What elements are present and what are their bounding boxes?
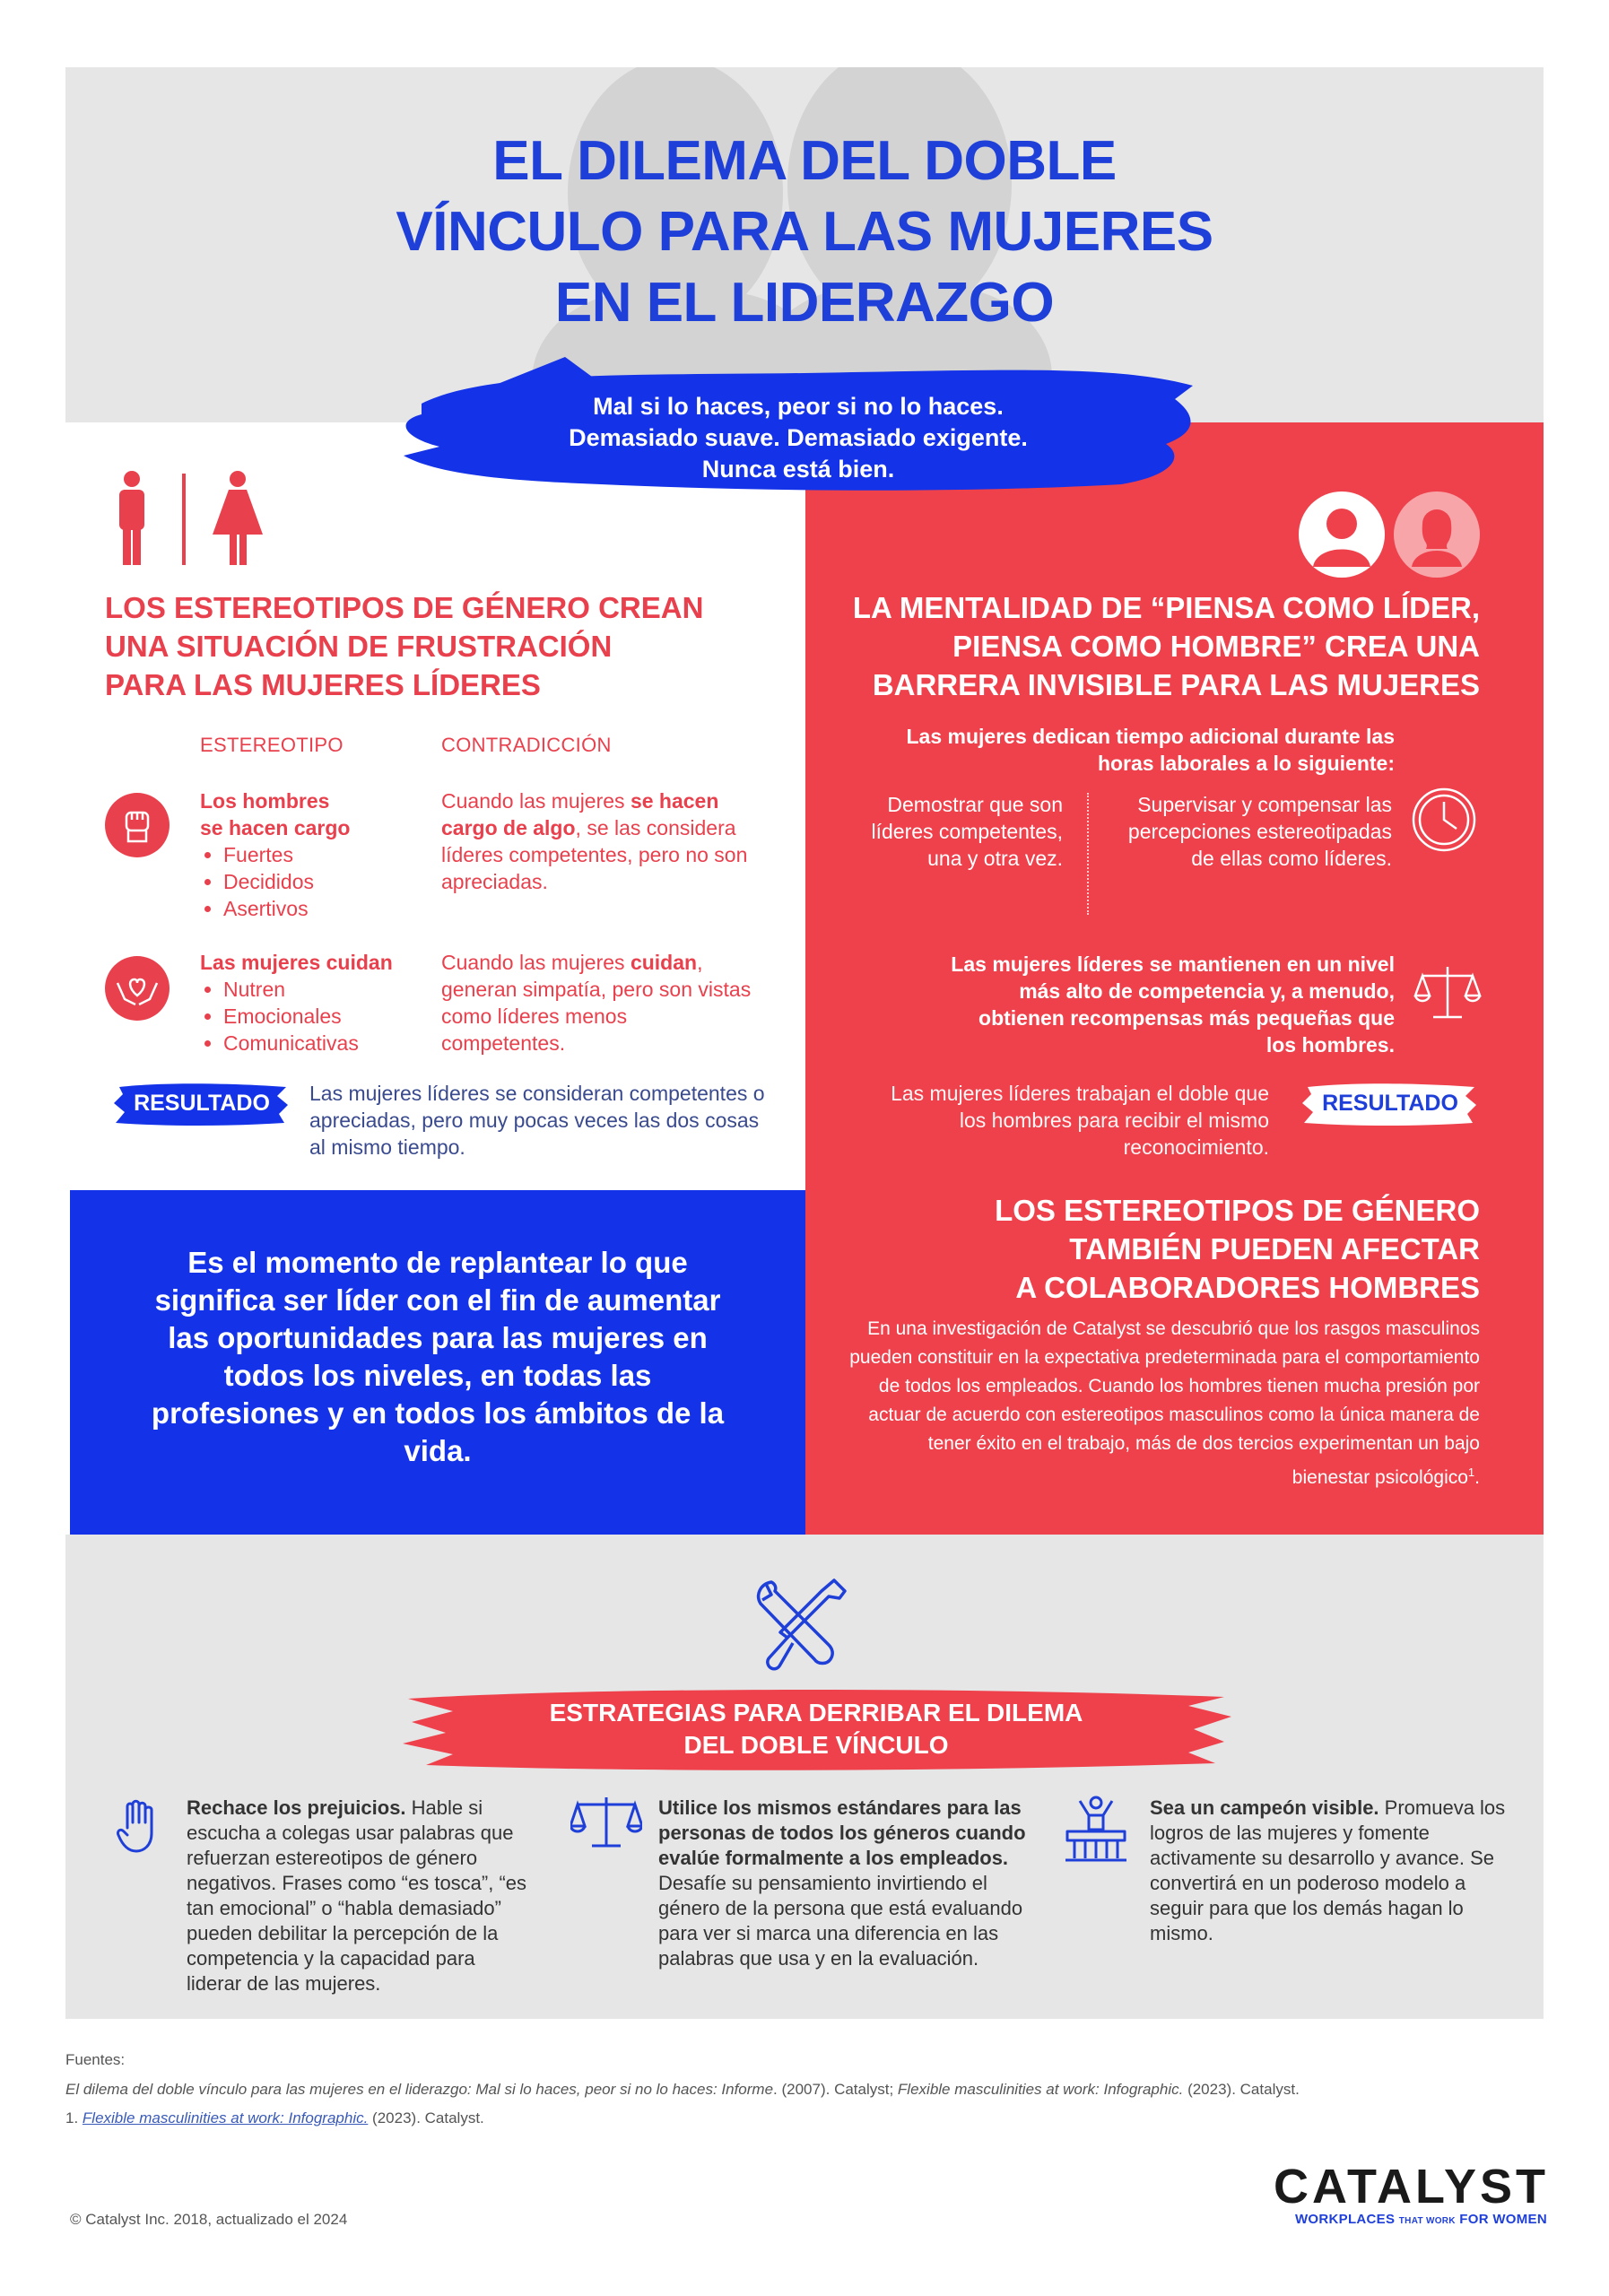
men-research-text: En una investigación de Catalyst se descubrió que los rasgos masculinos pueden constituir en la expectativa predeterminada para el comportamiento de todos los empleados. Cuando los hombres tienen mucha presión por actuar de acuerdo con estereotipos masculinos como la única manera de tener éxito en el trabajo, más de dos tercios experimentan un bajo bienestar psicológico$^1$. xyxy=(849,1318,1480,1488)
copyright: © Catalyst Inc. 2018, actualizado el 2024 xyxy=(70,2211,348,2228)
hand-stop-icon xyxy=(115,1796,167,1855)
higher-standard-text: Las mujeres líderes se mantienen en un nivel más alto de competencia y, a menudo, obtienen recompensas más pequeñas que los hombres. xyxy=(951,952,1395,1057)
strategy-reject-bias: Rechace los prejuicios. Hable si escucha a colegas usar palabras que refuerzan estereotipos de género negativos. Frases como “es tosca”, “es tan emocional” o “habla demasiado” pueden debilitar la percepción de la competencia y la capacidad para liderar de las mujeres. xyxy=(187,1796,527,1995)
list-item: • Fuertes xyxy=(223,841,430,868)
mindset-heading: LA MENTALIDAD DE “PIENSA COMO LÍDER, PIENSA COMO HOMBRE” CREA UNA BARRERA INVISIBLE PARA LAS MUJERES xyxy=(852,591,1480,701)
caring-hands-icon xyxy=(105,956,170,1021)
dotted-divider xyxy=(1087,793,1089,915)
list-item: • Decididos xyxy=(223,868,430,895)
source-citation-1: El dilema del doble vínculo para las mujeres en el liderazgo: Mal si lo haces, peor si no lo haces: Informe. (2007). Catalyst; Flexible masculinities at work: Infographic. (2023). Catalyst. xyxy=(65,2081,1300,2098)
call-to-action-text: Es el momento de replantear lo que significa ser líder con el fin de aumentar las oportunidades para las mujeres en todos los niveles, en todas las profesiones y en todos los ámbitos de la vida. xyxy=(151,1246,725,1467)
extra-time-text: Las mujeres dedican tiempo adicional durante las horas laborales a lo siguiente: xyxy=(906,725,1395,775)
column-header-stereotype: ESTEREOTIPO xyxy=(200,734,344,756)
infographic-link[interactable]: Flexible masculinities at work: Infographic. xyxy=(82,2109,369,2126)
list-item: • Emocionales xyxy=(223,1003,430,1030)
monitor-perceptions-text: Supervisar y compensar las percepciones estereotipadas de ellas como líderes. xyxy=(1127,793,1392,870)
call-to-action-panel xyxy=(70,1190,805,1535)
column-header-contradiction: CONTRADICCIÓN xyxy=(441,734,612,756)
leader-avatars-icon xyxy=(1297,490,1485,579)
stereotypes-heading: LOS ESTEREOTIPOS DE GÉNERO CREAN UNA SITUACIÓN DE FRUSTRACIÓN PARA LAS MUJERES LÍDERES xyxy=(105,591,704,701)
champion-podium-icon xyxy=(1062,1794,1130,1866)
men-heading: LOS ESTEREOTIPOS DE GÉNERO TAMBIÉN PUEDEN AFECTAR A COLABORADORES HOMBRES xyxy=(995,1194,1480,1304)
men-traits-list xyxy=(200,841,430,922)
result-text-right: Las mujeres líderes trabajan el doble que los hombres para recibir el mismo reconocimiento. xyxy=(891,1082,1269,1159)
clock-icon xyxy=(1410,786,1478,854)
result-label-left: RESULTADO xyxy=(134,1091,270,1116)
stereotype-men: Los hombres se hacen cargo xyxy=(200,789,351,839)
sources-label: Fuentes: xyxy=(65,2051,126,2068)
strategy-visible-champion: Sea un campeón visible. Promueva los logros de las mujeres y fomente activamente su desarrollo y avance. Se convertirá en un poderoso modelo a seguir para que los demás hagan lo mismo. xyxy=(1150,1796,1506,1944)
list-item: • Comunicativas xyxy=(223,1030,430,1057)
tagline: Mal si lo haces, peor si no lo haces. Demasiado suave. Demasiado exigente. Nunca está bien. xyxy=(569,393,1028,483)
contradiction-men: Cuando las mujeres se hacen cargo de algo, se las considera líderes competentes, pero no son apreciadas. xyxy=(441,789,748,893)
list-item: • Nutren xyxy=(223,976,430,1003)
contradiction-women: Cuando las mujeres cuidan, generan simpatía, pero son vistas como líderes menos competentes. xyxy=(441,951,752,1055)
scales-icon xyxy=(1413,961,1482,1024)
catalyst-logo: CATALYST WORKPLACES THAT WORK FOR WOMEN xyxy=(1274,2160,1550,2227)
page-title: EL DILEMA DEL DOBLE VÍNCULO PARA LAS MUJERES EN EL LIDERAZGO xyxy=(396,130,1213,334)
strategies-heading: ESTRATEGIAS PARA DERRIBAR EL DILEMA DEL DOBLE VÍNCULO xyxy=(549,1699,1083,1759)
scales-strategy-icon xyxy=(570,1794,642,1851)
strategy-same-standards: Utilice los mismos estándares para las personas de todos los géneros cuando evalúe formalmente a los empleados. Desafíe su pensamiento invirtiendo el género de la persona que está evaluando para ver si marca una diferencia en las palabras que usa y en la evaluación. xyxy=(658,1796,1026,1970)
result-label-right: RESULTADO xyxy=(1322,1091,1458,1116)
women-traits-list xyxy=(200,976,430,1057)
source-citation-2: 1. Flexible masculinities at work: Infographic. (2023). Catalyst. xyxy=(65,2109,484,2126)
stereotype-women: Las mujeres cuidan xyxy=(200,951,393,974)
man-woman-icon xyxy=(112,470,274,569)
wrench-screwdriver-icon xyxy=(752,1577,852,1674)
result-text-left: Las mujeres líderes se consideran competentes o apreciadas, pero muy pocas veces las dos cosas al mismo tiempo. xyxy=(309,1082,765,1159)
prove-competence-text: Demostrar que son líderes competentes, una y otra vez. xyxy=(871,793,1063,870)
list-item: • Asertivos xyxy=(223,895,430,922)
fist-icon xyxy=(105,793,170,857)
